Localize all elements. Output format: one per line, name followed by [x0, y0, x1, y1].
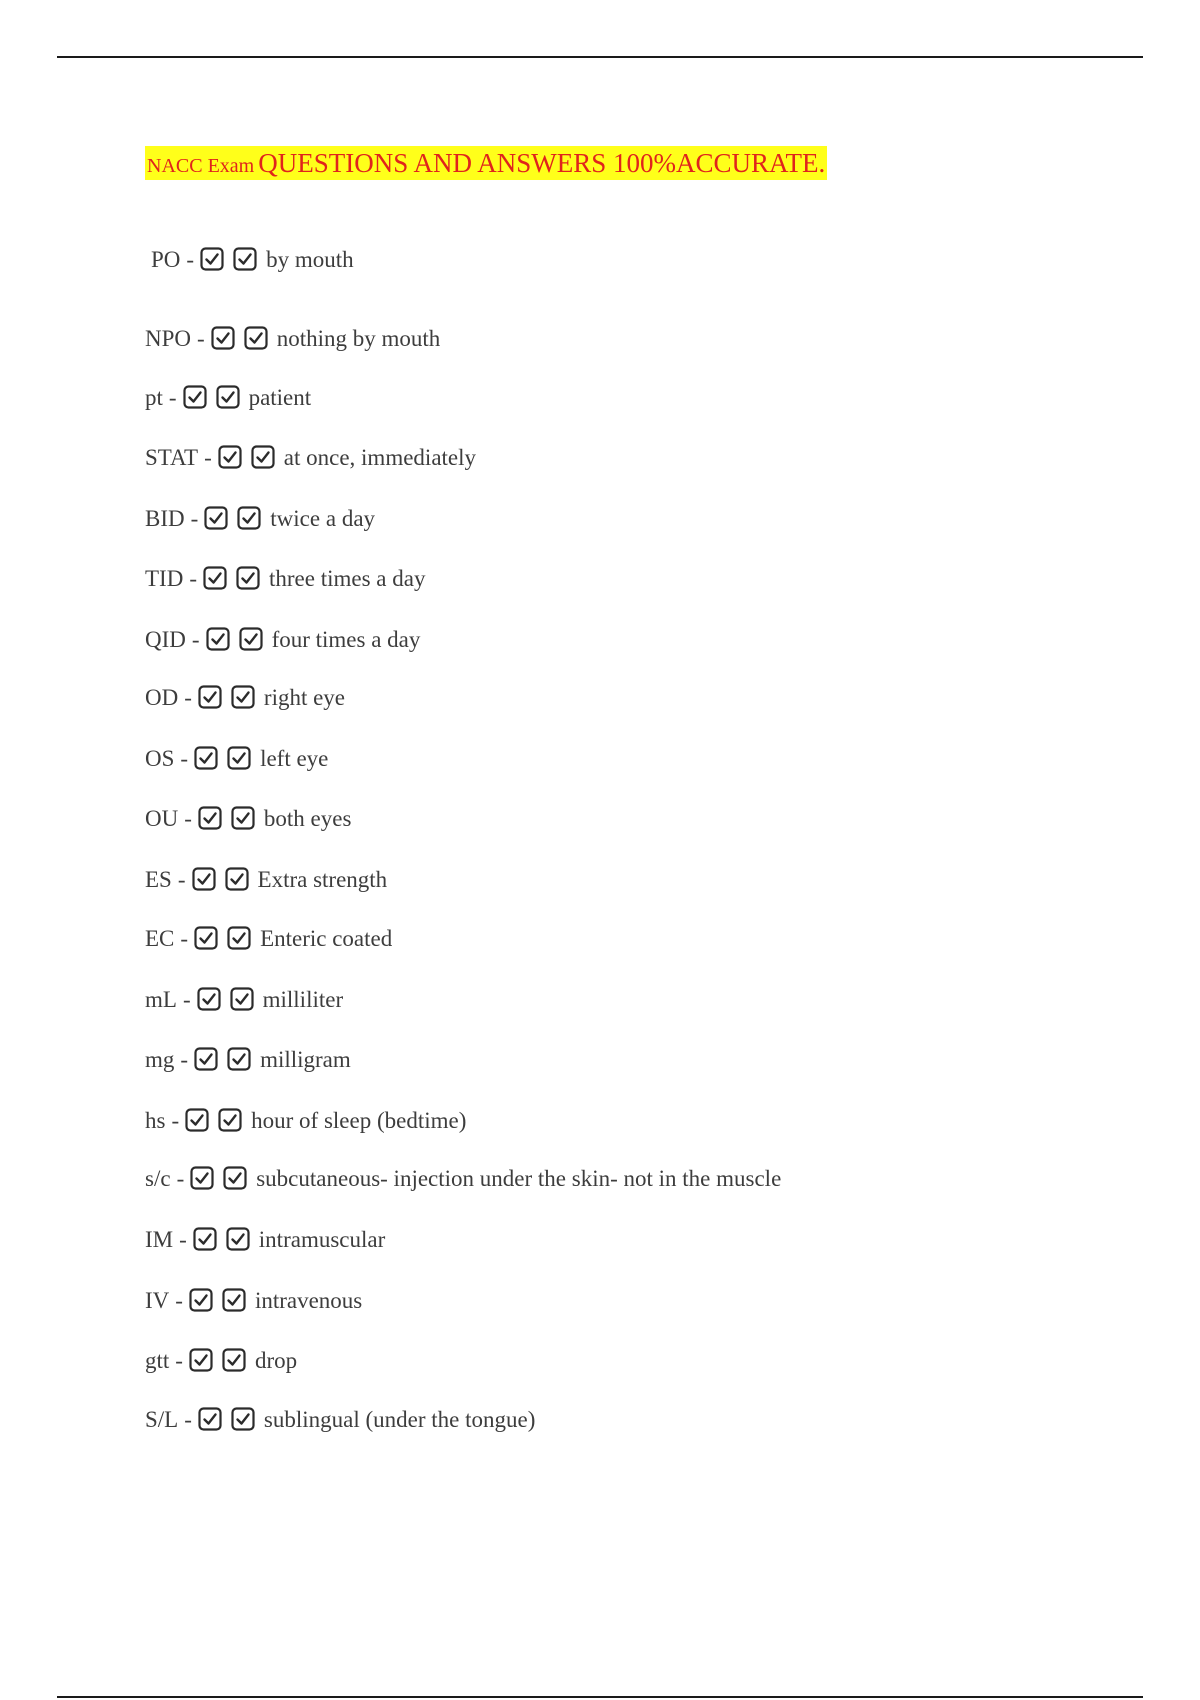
entry-term: mg — [145, 1047, 175, 1072]
checked-box-icon — [183, 385, 207, 409]
entry-definition: Extra strength — [257, 867, 388, 892]
checked-box-icon — [190, 1166, 214, 1190]
checked-box-icon — [192, 867, 216, 891]
list-item — [145, 623, 420, 657]
entry-term: S/L — [145, 1407, 179, 1432]
entry-definition: milliliter — [262, 987, 344, 1012]
entry-term: NPO — [145, 326, 192, 351]
list-item — [145, 983, 343, 1017]
entry-separator: - — [175, 1348, 183, 1373]
list-item — [145, 1104, 466, 1138]
checked-box-icon — [227, 746, 251, 770]
checked-box-icon — [185, 1108, 209, 1132]
checked-box-icon — [204, 506, 228, 530]
entry-term: BID — [145, 506, 185, 531]
entry-separator: - — [179, 1227, 187, 1252]
checked-box-icon — [198, 685, 222, 709]
checked-box-icon — [226, 1227, 250, 1251]
list-item — [145, 863, 387, 897]
entry-definition: subcutaneous- injection under the skin- not in the muscle — [256, 1166, 782, 1191]
checked-box-icon — [244, 326, 268, 350]
entry-definition: right eye — [263, 685, 346, 710]
list-item — [145, 681, 345, 715]
entry-definition: both eyes — [263, 806, 352, 831]
list-item — [145, 1043, 351, 1077]
list-item — [145, 922, 392, 956]
list-item — [145, 1403, 535, 1437]
entry-separator: - — [176, 1166, 185, 1191]
entry-separator: - — [204, 445, 212, 470]
list-item — [145, 1344, 297, 1378]
list-item — [145, 1284, 362, 1318]
title-main: QUESTIONS AND ANSWERS 100%ACCURATE. — [258, 148, 826, 178]
checked-box-icon — [222, 1288, 246, 1312]
entry-term: TID — [145, 566, 184, 591]
entry-separator: - — [184, 685, 192, 710]
list-item — [145, 1223, 385, 1257]
entry-definition: three times a day — [269, 566, 426, 591]
entry-term: QID — [145, 627, 186, 652]
entry-separator: - — [184, 1407, 192, 1432]
entry-definition: intravenous — [254, 1288, 363, 1313]
checked-box-icon — [198, 806, 222, 830]
entry-separator: - — [175, 1288, 183, 1313]
checked-box-icon — [236, 566, 260, 590]
entry-definition: by mouth — [266, 247, 354, 272]
entry-term: ES — [145, 867, 172, 892]
entry-term: EC — [145, 926, 175, 951]
checked-box-icon — [218, 1108, 242, 1132]
checked-box-icon — [239, 627, 263, 651]
entry-term: OU — [145, 806, 179, 831]
entry-separator: - — [180, 1047, 189, 1072]
checked-box-icon — [189, 1348, 213, 1372]
entry-term: gtt — [145, 1348, 170, 1373]
checked-box-icon — [189, 1288, 213, 1312]
checked-box-icon — [223, 1166, 247, 1190]
list-item — [151, 243, 354, 277]
checked-box-icon — [218, 445, 242, 469]
entry-definition: patient — [248, 385, 312, 410]
document-title — [145, 146, 827, 180]
entry-separator: - — [177, 867, 186, 892]
checked-box-icon — [225, 867, 249, 891]
checked-box-icon — [194, 926, 218, 950]
entry-definition: sublingual (under the tongue) — [263, 1407, 536, 1432]
entry-separator: - — [180, 746, 189, 771]
entry-definition: twice a day — [270, 506, 376, 531]
checked-box-icon — [193, 1227, 217, 1251]
list-item — [145, 322, 440, 356]
checked-box-icon — [227, 926, 251, 950]
entry-separator: - — [191, 627, 200, 652]
entry-separator: - — [184, 806, 192, 831]
entry-term: PO — [151, 247, 181, 272]
list-item — [145, 381, 311, 415]
entry-term: STAT — [145, 445, 199, 470]
list-item — [145, 441, 476, 475]
checked-box-icon — [200, 247, 224, 271]
list-item — [145, 742, 328, 776]
checked-box-icon — [222, 1348, 246, 1372]
entry-term: OD — [145, 685, 179, 710]
list-item — [145, 1162, 781, 1196]
entry-separator: - — [171, 1108, 180, 1133]
entry-separator: - — [186, 247, 195, 272]
checked-box-icon — [231, 1407, 255, 1431]
checked-box-icon — [227, 1047, 251, 1071]
entry-separator: - — [180, 926, 189, 951]
checked-box-icon — [194, 746, 218, 770]
checked-box-icon — [237, 506, 261, 530]
checked-box-icon — [198, 1407, 222, 1431]
checked-box-icon — [206, 627, 230, 651]
checked-box-icon — [197, 987, 221, 1011]
checked-box-icon — [231, 685, 255, 709]
list-item — [145, 562, 425, 596]
footer-rule — [57, 1696, 1143, 1698]
header-rule — [57, 56, 1143, 58]
checked-box-icon — [230, 987, 254, 1011]
entry-separator: - — [168, 385, 177, 410]
entry-definition: Enteric coated — [260, 926, 393, 951]
entry-definition: left eye — [260, 746, 329, 771]
entry-term: s/c — [145, 1166, 171, 1191]
checked-box-icon — [251, 445, 275, 469]
entry-separator: - — [197, 326, 205, 351]
entry-separator: - — [189, 566, 197, 591]
entry-definition: milligram — [260, 1047, 351, 1072]
checked-box-icon — [231, 806, 255, 830]
checked-box-icon — [211, 326, 235, 350]
entry-definition: intramuscular — [258, 1227, 386, 1252]
entry-definition: four times a day — [271, 627, 421, 652]
entry-definition: drop — [254, 1348, 298, 1373]
checked-box-icon — [194, 1047, 218, 1071]
entry-separator: - — [182, 987, 191, 1012]
entry-term: hs — [145, 1108, 166, 1133]
entry-term: mL — [145, 987, 177, 1012]
entry-definition: hour of sleep (bedtime) — [251, 1108, 467, 1133]
entry-definition: nothing by mouth — [276, 326, 441, 351]
entry-separator: - — [190, 506, 199, 531]
entry-term: pt — [145, 385, 163, 410]
checked-box-icon — [216, 385, 240, 409]
list-item — [145, 802, 351, 836]
entry-term: OS — [145, 746, 175, 771]
list-item — [145, 502, 375, 536]
checked-box-icon — [203, 566, 227, 590]
title-prefix: NACC Exam — [147, 155, 255, 177]
entry-term: IM — [145, 1227, 174, 1252]
entry-term: IV — [145, 1288, 170, 1313]
checked-box-icon — [233, 247, 257, 271]
entry-definition: at once, immediately — [283, 445, 477, 470]
